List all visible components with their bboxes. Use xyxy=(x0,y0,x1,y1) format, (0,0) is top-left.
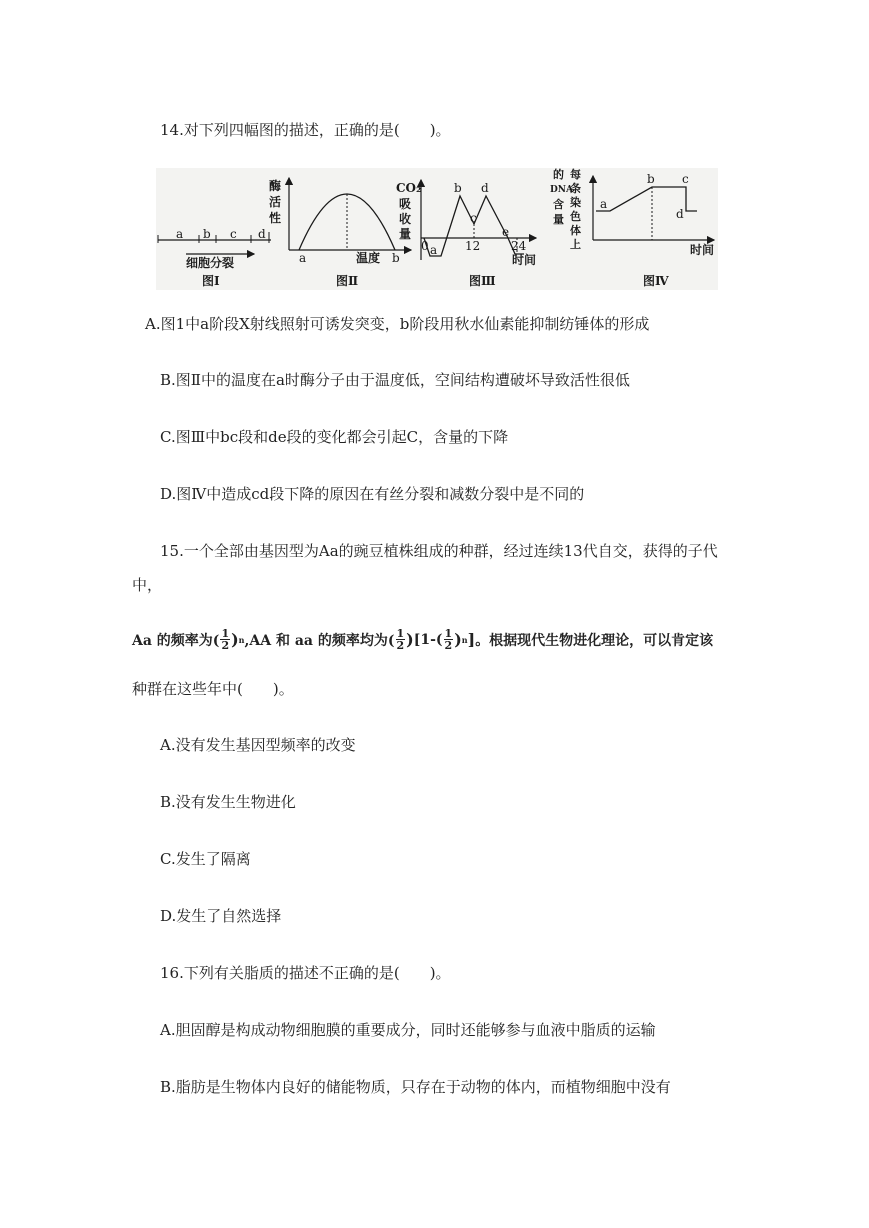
q15-option-b: B.没有发生生物进化 xyxy=(160,793,296,811)
p2-caption: 图Ⅱ xyxy=(336,274,359,288)
p3-zero: 0 xyxy=(421,239,429,253)
p1-label-c: c xyxy=(230,227,237,241)
formula-part2: ,AA 和 aa 的频率均为( xyxy=(244,632,395,649)
formula-exp-2: n xyxy=(461,634,468,645)
p3-xlabel: 时间 xyxy=(512,253,537,267)
p4-xlabel: 时间 xyxy=(690,243,715,257)
q15-stem-line1: 15.一个全部由基因型为Aa的豌豆植株组成的种群，经过连续13代自交，获得的子代 xyxy=(160,542,718,560)
formula-exp-1: n xyxy=(238,634,245,645)
p1-caption: 图Ⅰ xyxy=(202,274,220,288)
p2-ylabel-3: 性 xyxy=(269,211,282,225)
p4-ylabel-col2-2: 条 xyxy=(570,182,581,195)
formula-part4: 。根据现代生物进化理论，可以肯定该 xyxy=(475,632,714,649)
figure-panel-4 xyxy=(550,168,714,288)
p4-ylabel-col1-4: 量 xyxy=(553,213,564,226)
p2-point-a: a xyxy=(299,251,307,265)
figure-panel-3 xyxy=(396,180,536,288)
p4-ylabel-col2-4: 色 xyxy=(570,210,581,223)
p4-ylabel-col1-2: DNA xyxy=(550,185,574,195)
p3-ylabel-4: 量 xyxy=(399,227,412,241)
q15-option-c: C.发生了隔离 xyxy=(160,850,251,868)
q16-option-b: B.脂肪是生物体内良好的储能物质，只存在于动物的体内，而植物细胞中没有 xyxy=(160,1078,671,1096)
p3-point-d: d xyxy=(481,181,489,195)
q16-option-a: A.胆固醇是构成动物细胞膜的重要成分，同时还能够参与血液中脂质的运输 xyxy=(160,1021,656,1039)
q14-option-c: C.图Ⅲ中bc段和de段的变化都会引起C，含量的下降 xyxy=(160,428,509,446)
p3-ylabel-2: 吸 xyxy=(399,197,412,211)
formula-fraction-2: $\frac{1}{2}$ xyxy=(396,627,405,652)
p4-point-c: c xyxy=(682,172,689,186)
p4-point-a: a xyxy=(600,197,608,211)
p1-label-a: a xyxy=(176,227,184,241)
q15-option-d: D.发生了自然选择 xyxy=(160,907,282,925)
p3-point-c: c xyxy=(470,211,477,225)
q16-stem: 16.下列有关脂质的描述不正确的是( )。 xyxy=(160,964,451,982)
figure-panel-1 xyxy=(158,227,271,288)
q14-option-a: A.图1中a阶段X射线照射可诱发突变，b阶段用秋水仙素能抑制纺锤体的形成 xyxy=(145,315,650,333)
p2-xlabel: 温度 xyxy=(356,251,381,265)
q14-stem: 14.对下列四幅图的描述，正确的是( )。 xyxy=(160,121,451,139)
figure-panel-2 xyxy=(269,178,411,288)
p3-point-a: a xyxy=(430,243,438,257)
q14-option-d: D.图Ⅳ中造成cd段下降的原因在有丝分裂和减数分裂中是不同的 xyxy=(160,485,585,503)
p3-ylabel-1: CO₂ xyxy=(396,181,422,195)
p4-point-d: d xyxy=(676,207,684,221)
p2-ylabel-2: 活 xyxy=(269,195,282,209)
q14-figure xyxy=(156,168,718,290)
p2-ylabel-1: 酶 xyxy=(269,179,282,193)
q15-stem-line3: 种群在这些年中( )。 xyxy=(132,680,294,698)
p4-caption: 图Ⅳ xyxy=(643,274,669,288)
p4-ylabel-col2-6: 上 xyxy=(570,238,581,251)
p2-point-b: b xyxy=(392,251,400,265)
formula-part3: [1-( xyxy=(413,631,443,648)
p3-caption: 图Ⅲ xyxy=(469,274,496,288)
p1-label-d: d xyxy=(258,227,266,241)
formula-fraction-1: $\frac{1}{2}$ xyxy=(221,627,230,652)
formula-part1: Aa 的频率为( xyxy=(132,632,220,649)
p4-ylabel-col1-1: 的 xyxy=(553,168,564,181)
p1-arrow-text: 细胞分裂 xyxy=(186,256,235,270)
p1-label-b: b xyxy=(203,227,211,241)
p3-ylabel-3: 收 xyxy=(399,212,412,226)
p3-tick-24: 24 xyxy=(511,239,527,253)
p3-point-e: e xyxy=(502,225,510,239)
p4-ylabel-col2-5: 体 xyxy=(570,224,581,237)
q15-stem-line2: 中， xyxy=(132,576,163,594)
q15-option-a: A.没有发生基因型频率的改变 xyxy=(160,736,356,754)
p4-ylabel-col1-3: 含 xyxy=(553,198,564,211)
formula-fraction-3: $\frac{1}{2}$ xyxy=(444,627,453,652)
p4-ylabel-col2-3: 染 xyxy=(570,196,581,209)
q15-formula: Aa 的频率为( $\frac{1}{2}$ ) n ,AA 和 aa 的频率均为( $\frac{1}{2}$ ) [1-( $\frac{1}{2}$ ) n ] 。根据现代生物进化理论，可以肯定该 xyxy=(132,627,714,652)
p4-ylabel-col2-1: 每 xyxy=(570,168,581,181)
q14-option-b: B.图Ⅱ中的温度在a时酶分子由于温度低，空间结构遭破坏导致活性很低 xyxy=(160,371,630,389)
p4-point-b: b xyxy=(647,172,655,186)
p3-point-b: b xyxy=(454,181,462,195)
p3-tick-12: 12 xyxy=(465,239,481,253)
